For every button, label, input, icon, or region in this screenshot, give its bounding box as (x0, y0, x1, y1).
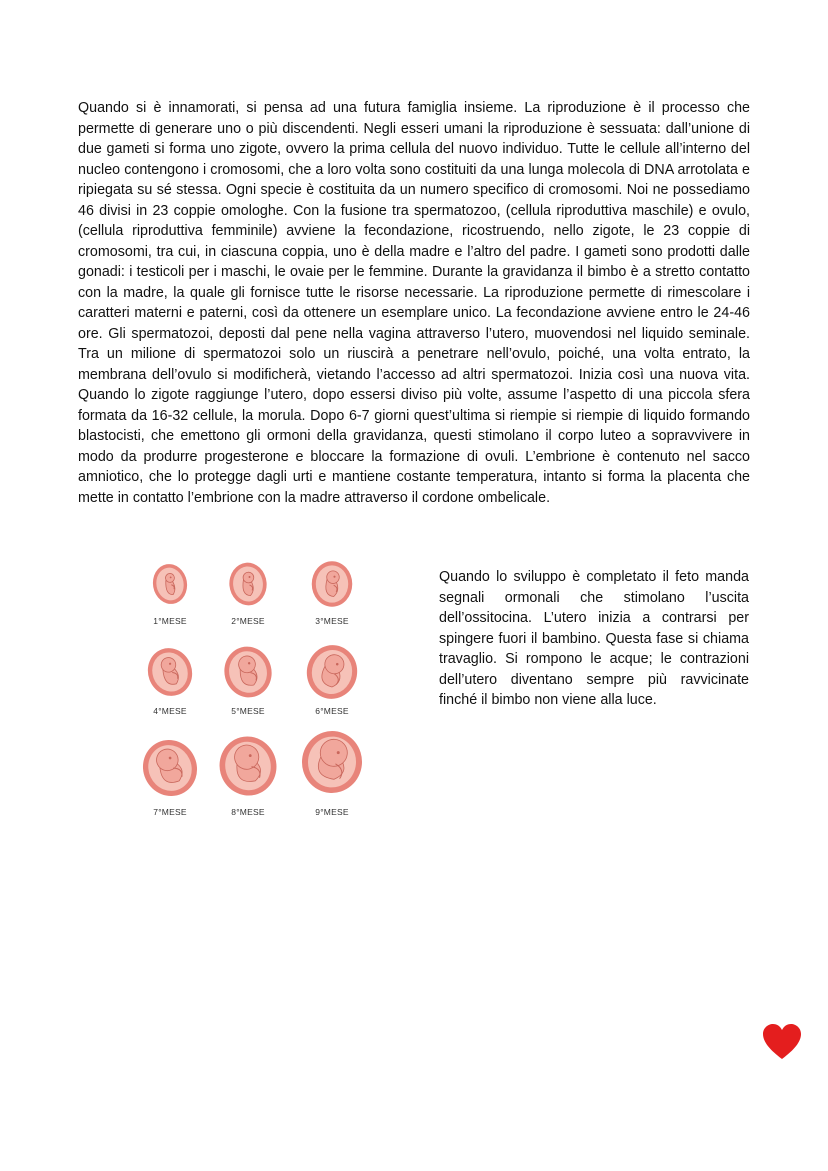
month-label-7: 7°MESE (153, 807, 187, 817)
embryo-month-8-illustration (218, 734, 278, 798)
amniotic-sac-2 (228, 561, 269, 607)
month-label-8: 8°MESE (231, 807, 265, 817)
amniotic-sac-1 (150, 561, 190, 606)
month-cell-5 (206, 640, 290, 730)
amniotic-sac-4 (141, 642, 199, 702)
embryo-month-1-illustration (140, 552, 200, 616)
month-cell-7 (128, 730, 212, 820)
month-label-6: 6°MESE (315, 706, 349, 716)
month-cell-6 (290, 640, 374, 730)
embryo-month-9-illustration (302, 730, 362, 794)
month-cell-3 (290, 552, 374, 642)
amniotic-sac-9 (299, 729, 364, 796)
month-cell-1 (128, 552, 212, 642)
month-label-2: 2°MESE (231, 616, 265, 626)
amniotic-sac-6 (303, 641, 362, 703)
month-cell-4 (128, 640, 212, 730)
month-label-3: 3°MESE (315, 616, 349, 626)
amniotic-sac-5 (219, 641, 278, 702)
month-label-4: 4°MESE (153, 706, 187, 716)
month-label-5: 5°MESE (231, 706, 265, 716)
embryo-month-7-illustration (140, 736, 200, 800)
month-cell-2 (206, 552, 290, 642)
heart-icon (762, 1023, 802, 1061)
side-paragraph: Quando lo sviluppo è completato il feto manda segnali ormonali che stimolano l’uscita dell’ossitocina. L’utero inizia a contrarsi per spingere fuori il bambino. Questa fase si chiama travaglio. Si rompono le acque; le contrazioni dell’utero diventano sempre più ravvicinate finché il bimbo non viene alla luce. (439, 569, 749, 708)
main-paragraph: Quando si è innamorati, si pensa ad una futura famiglia insieme. La riproduzione è il processo che permette di generare uno o più discendenti. Negli esseri umani la riproduzione è sessuata: dall’unione di due gameti si forma uno zigote, ovvero la prima cellula del nuovo individuo. Tutte le cellule all’interno del nucleo contengono i cromosomi, che a loro volta sono costituiti da una lunga molecola di DNA arrotolata e ripiegata su sé stessa. Ogni specie è costituita da un numero specifico di cromosomi. Noi ne possediamo 46 divisi in 23 coppie omologhe. Con la fusione tra spermatozoo, (cellula riproduttiva maschile) e ovulo, (cellula riproduttiva femminile) avviene la fecondazione, ricostruendo, nello zigote, le 23 coppie di cromosomi, tra cui, in ciascuna coppia, uno è della madre e l’altro del padre. I gameti sono prodotti dalle gonadi: i testicoli per i maschi, le ovaie per le femmine. Durante la gravidanza il bimbo è a stretto contatto con la madre, la quale gli fornisce tutte le risorse necessarie. La riproduzione permette di rimescolare i caratteri materni e paterni, così da ottenere un esemplare unico. La fecondazione avviene entro le 24-46 ore. Gli spermatozoi, deposti dal pene nella vagina attraverso l’utero, muovendosi nel liquido seminale. Tra un milione di spermatozoi solo un riuscirà a penetrare nell’ovulo, poiché, una volta entrato, la membrana dell’ovulo si modificherà, vietando l’accesso ad altri spermatozoi. Inizia così una nuova vita. Quando lo zigote raggiunge l’utero, dopo essersi diviso più volte, assume l’aspetto di una piccola sfera formata da 16-32 cellule, la morula. Dopo 6-7 giorni quest’ultima si riempie si riempie di liquido formando blastocisti, che emettono gli ormoni della gravidanza, questi stimolano il corpo luteo a sopravvivere in modo da produrre progesterone e bloccare la formazione di ovuli. L’embrione è contenuto nel sacco amniotico, che lo protegge dagli urti e mantiene costante temperatura, intanto si forma la placenta che mette in contatto l’embrione con la madre attraverso il cordone ombelicale. (78, 100, 750, 506)
month-label-9: 9°MESE (315, 807, 349, 817)
embryo-month-2-illustration (218, 552, 278, 616)
month-cell-8 (206, 730, 290, 820)
amniotic-sac-3 (312, 561, 353, 607)
month-label-1: 1°MESE (153, 616, 187, 626)
amniotic-sac-7 (134, 731, 206, 805)
amniotic-sac-8 (213, 730, 283, 802)
fetal-development-figure (128, 552, 378, 832)
embryo-month-6-illustration (302, 640, 362, 704)
month-cell-9 (290, 730, 374, 820)
embryo-month-5-illustration (218, 640, 278, 704)
embryo-month-4-illustration (140, 640, 200, 704)
embryo-month-3-illustration (302, 552, 362, 616)
